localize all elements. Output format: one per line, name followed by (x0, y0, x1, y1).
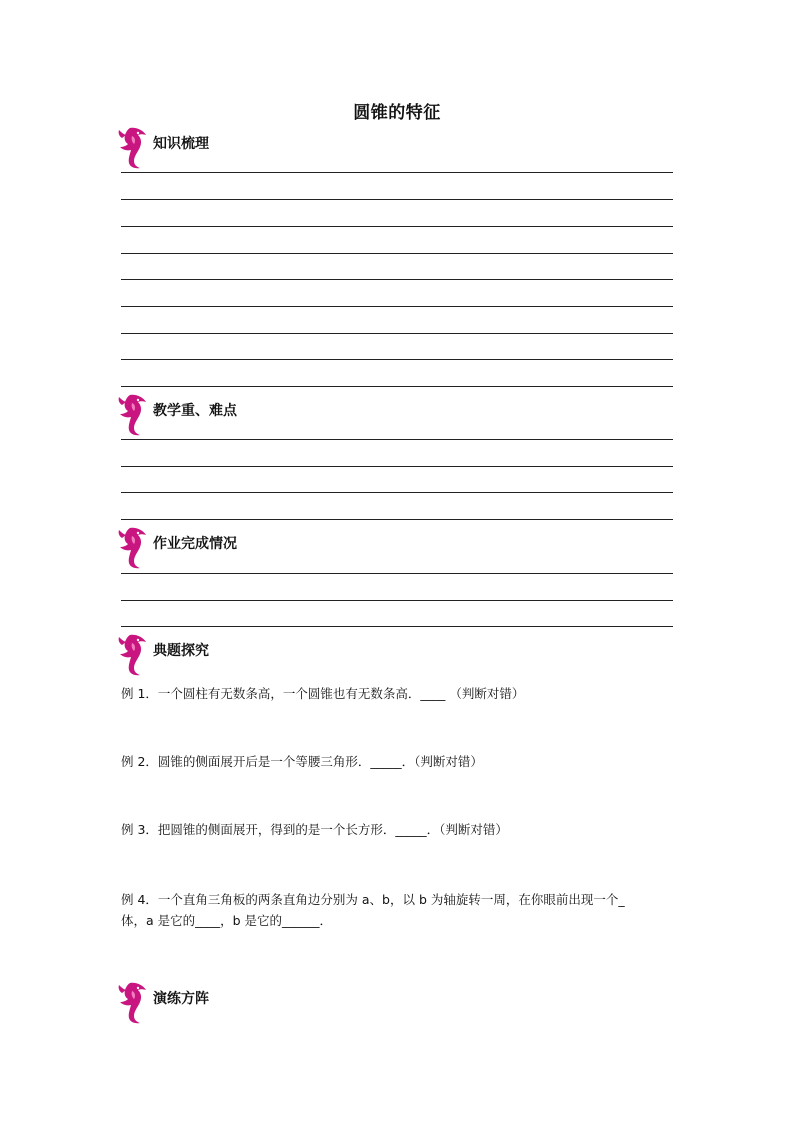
writing-line (121, 333, 673, 334)
writing-line (121, 466, 673, 467)
writing-line (121, 519, 673, 520)
example-1: 例 1．一个圆柱有无数条高，一个圆锥也有无数条高．____ （判断对错） (121, 686, 525, 701)
dolphin-icon (116, 393, 148, 437)
dolphin-icon (116, 633, 148, 677)
section-label: 知识梳理 (153, 136, 209, 152)
writing-line (121, 573, 673, 574)
writing-line (121, 172, 673, 173)
dolphin-icon (116, 981, 148, 1025)
writing-line (121, 199, 673, 200)
writing-line (121, 359, 673, 360)
writing-line (121, 386, 673, 387)
section-label: 教学重、难点 (153, 403, 237, 419)
writing-line (121, 226, 673, 227)
example-4-line-1: 例 4．一个直角三角板的两条直角边分别为 a、b，以 b 为轴旋转一周，在你眼前出现一个_ (121, 892, 625, 907)
writing-line (121, 492, 673, 493)
writing-line (121, 626, 673, 627)
writing-line (121, 600, 673, 601)
writing-line (121, 306, 673, 307)
section-label: 作业完成情况 (153, 536, 237, 552)
dolphin-icon (116, 126, 148, 170)
example-4-line-2: 体，a 是它的____，b 是它的______． (121, 913, 333, 928)
example-3: 例 3．把圆锥的侧面展开，得到的是一个长方形．_____．（判断对错） (121, 822, 508, 837)
writing-line (121, 279, 673, 280)
example-2: 例 2．圆锥的侧面展开后是一个等腰三角形．_____．（判断对错） (121, 754, 483, 769)
writing-line (121, 253, 673, 254)
page-title: 圆锥的特征 (353, 103, 441, 123)
writing-line (121, 439, 673, 440)
section-label: 演练方阵 (153, 991, 209, 1007)
dolphin-icon (116, 526, 148, 570)
example-4 (121, 889, 677, 931)
section-label: 典题探究 (153, 643, 209, 659)
